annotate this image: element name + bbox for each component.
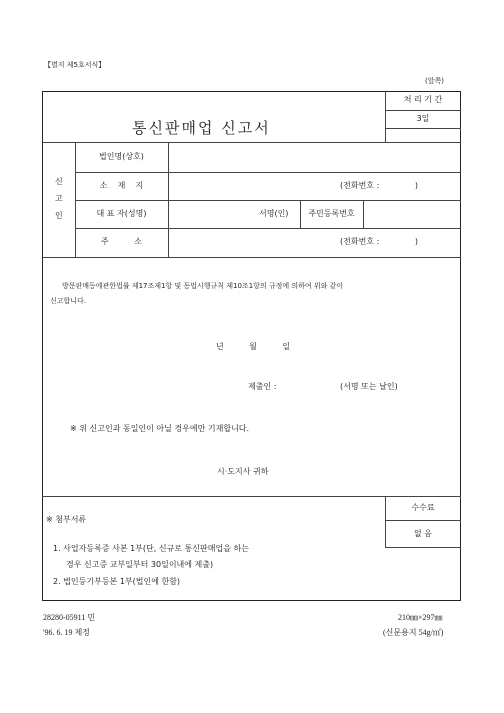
address-phone-note: (전화번호 : ) xyxy=(340,237,418,246)
form-number-label: 【별지 제5호서식】 xyxy=(44,61,106,69)
field-label-line xyxy=(168,142,169,257)
addressee: 시·도지사 귀하 xyxy=(217,467,269,476)
representative-label: 대 표 자(성명) xyxy=(96,209,147,218)
reporter-label-char-3: 인 xyxy=(55,211,63,220)
row-divider-3 xyxy=(75,228,461,229)
row-divider-1 xyxy=(75,172,461,173)
address-label: 주 소 xyxy=(101,237,142,246)
form-code: 28280-05911 민 xyxy=(43,613,96,622)
identity-note: ※ 위 신고인과 동일인이 아닐 경우에만 기재합니다. xyxy=(70,424,250,433)
section-divider xyxy=(42,257,461,258)
attachments-divider xyxy=(42,496,461,497)
resident-registration-label: 주민등록번호 xyxy=(308,209,355,218)
location-label: 소 재 지 xyxy=(99,181,144,190)
attachment-item-2: 2. 법인등기부등본 1부(법인에 한함) xyxy=(53,577,181,586)
attachments-header: ※ 첨부서류 xyxy=(46,515,87,524)
form-title: 통신판매업 신고서 xyxy=(132,119,271,137)
fee-divider xyxy=(385,520,461,521)
company-name-label: 법인명(상호) xyxy=(99,152,144,161)
processing-bottom-line xyxy=(385,128,461,129)
fee-label: 수수료 xyxy=(411,503,435,512)
processing-period-label: 처 리 기 간 xyxy=(403,95,443,104)
title-divider xyxy=(42,142,461,143)
processing-period-value: 3일 xyxy=(416,114,430,123)
paper-type: (신문용지 54g/㎡) xyxy=(383,628,444,637)
registration-divider-line xyxy=(363,200,364,228)
row-divider-2 xyxy=(75,200,461,201)
paper-size: 210㎜×297㎜ xyxy=(398,613,443,622)
submitter-label: 제출인 : xyxy=(248,382,277,391)
processing-divider xyxy=(385,110,461,111)
submitter-sign-note: (서명 또는 날인) xyxy=(340,382,398,391)
representative-sign-note: 서명(인) xyxy=(259,209,289,218)
reporter-label-char-2: 고 xyxy=(55,194,63,203)
attachment-item-1-line-1: 1. 사업자등록증 사본 1부(단, 신규로 통신판매업을 하는 xyxy=(53,544,249,553)
fee-value: 없 음 xyxy=(414,529,432,538)
statement-line-1: 방문판매등에관한법률 제17조제1항 및 동법시행규칙 제10조1항의 규정에 의하여 위와 같이 xyxy=(62,282,344,290)
page-side-note: (앞쪽) xyxy=(425,77,444,85)
attachment-item-1-line-2: 경우 신고증 교부일부터 30일이내에 제출) xyxy=(66,560,214,569)
reporter-label-char-1: 신 xyxy=(55,177,63,186)
report-date: 년 월 일 xyxy=(216,342,291,351)
location-phone-note: (전화번호 : ) xyxy=(340,181,418,190)
enactment-date: '96. 6. 19 제정 xyxy=(43,628,90,637)
statement-line-2: 신고합니다. xyxy=(50,297,87,305)
fee-bottom-line xyxy=(385,547,461,548)
